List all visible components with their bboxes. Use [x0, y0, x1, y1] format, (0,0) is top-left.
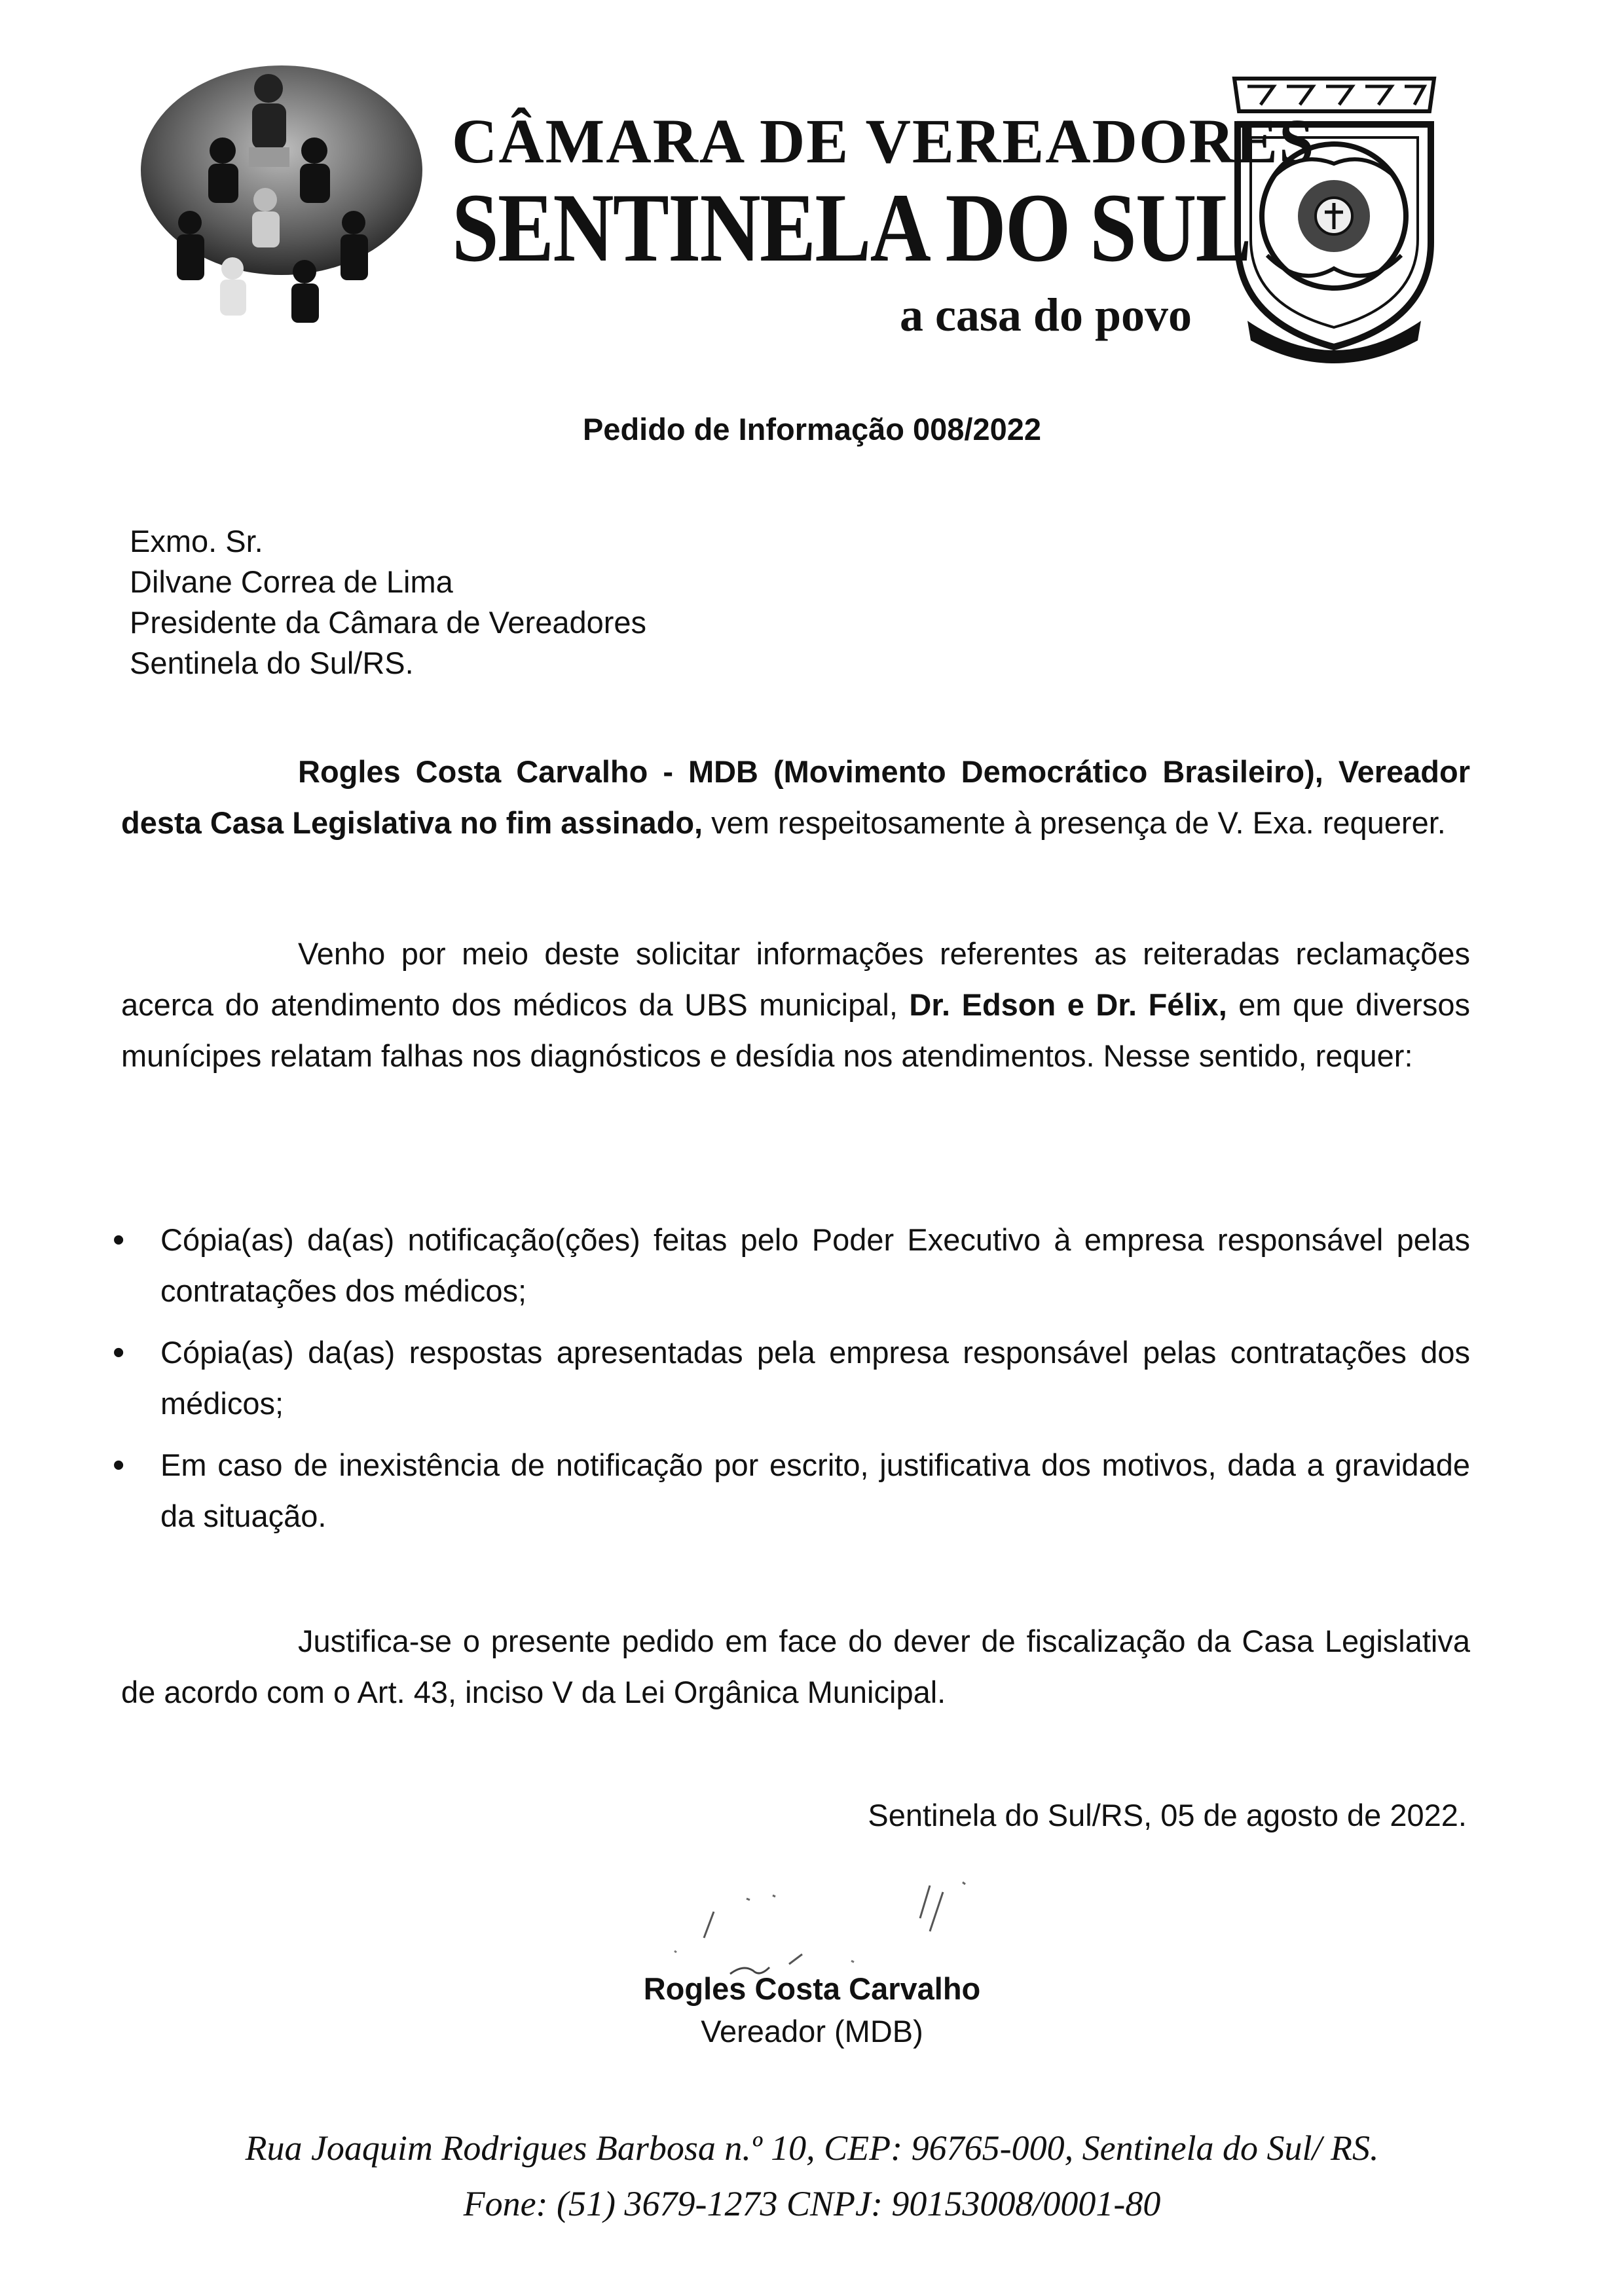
opening-paragraph [121, 746, 1470, 848]
chamber-name-line2: SENTINELA DO SUL [452, 173, 1251, 282]
footer-contact: Fone: (51) 3679-1273 CNPJ: 90153008/0001-80 [463, 2184, 1161, 2223]
request-paragraph-text-2: em que diversos munícipes relatam falhas nos diagnósticos e desídia nos atendimentos. Nesse sentido, requer: [121, 987, 1471, 1073]
list-item: • Cópia(as) da(as) notificação(ções) feitas pelo Poder Executivo à empresa responsável pelas contratações dos médicos; [105, 1214, 1470, 1317]
chamber-slogan: a casa do povo [899, 289, 1192, 341]
bullet-icon: • [113, 1221, 125, 1259]
recipient-block [130, 521, 1046, 683]
bullet-icon: • [113, 1446, 125, 1484]
recipient-line: Presidente da Câmara de Vereadores [130, 605, 647, 640]
signer-name: Rogles Costa Carvalho [643, 1971, 981, 2006]
requests-list [105, 1214, 1470, 1552]
people-assembly-logo-icon [138, 59, 426, 340]
date-line: Sentinela do Sul/RS, 05 de agosto de 2022. [868, 1798, 1467, 1832]
signer-role: Vereador (MDB) [701, 2014, 923, 2049]
recipient-line: Sentinela do Sul/RS. [130, 646, 414, 680]
bullet-icon: • [113, 1334, 125, 1372]
list-item: • Em caso de inexistência de notificação por escrito, justificativa dos motivos, dada a gravidade da situação. [105, 1440, 1470, 1542]
requester-identification: Rogles Costa Carvalho - MDB (Movimento Democrático Brasileiro), Vereador desta Casa Legislativa no fim assinado, [121, 754, 1470, 840]
footer-address: Rua Joaquim Rodrigues Barbosa n.º 10, CEP: 96765-000, Sentinela do Sul/ RS. [245, 2128, 1379, 2168]
list-item: • Cópia(as) da(as) respostas apresentadas pela empresa responsável pelas contratações dos médicos; [105, 1327, 1470, 1429]
justification-paragraph: Justifica-se o presente pedido em face do dever de fiscalização da Casa Legislativa de acordo com o Art. 43, inciso V da Lei Orgânica Municipal. [121, 1624, 1470, 1709]
request-paragraph-text-1: Venho por meio deste solicitar informações referentes as reiteradas reclamações acerca do atendimento dos médicos da UBS municipal, [121, 936, 1470, 1022]
chamber-name-line1: CÂMARA DE VEREADORES [452, 106, 1316, 176]
opening-paragraph-text: vem respeitosamente à presença de V. Exa. requerer. [703, 805, 1446, 840]
recipient-line: Exmo. Sr. [130, 524, 263, 558]
recipient-line: Dilvane Correa de Lima [130, 564, 453, 599]
document-title: Pedido de Informação 008/2022 [582, 412, 1042, 446]
request-paragraph [121, 928, 1470, 1082]
doctors-names: Dr. Edson e Dr. Félix, [909, 987, 1227, 1022]
municipal-coat-of-arms-icon [1221, 72, 1447, 370]
